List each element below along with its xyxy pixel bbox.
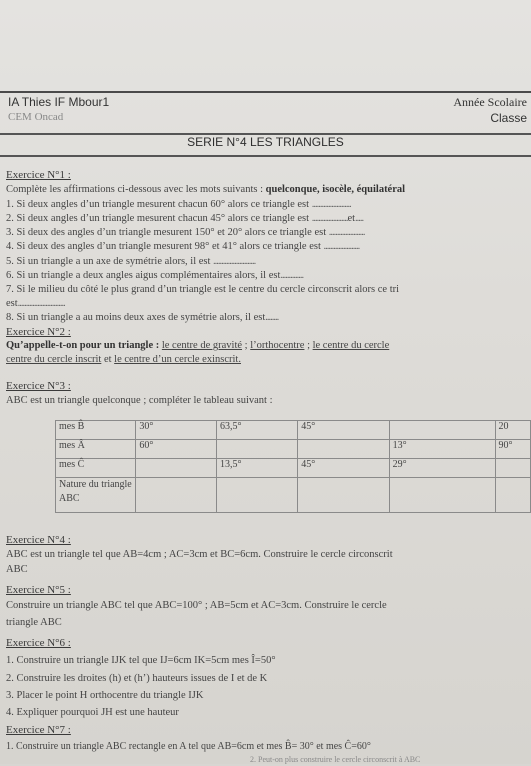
table-cell <box>216 478 297 513</box>
ex6-item-2: 2. Construire les droites (h) et (h’) hauteurs issues de I et de K <box>6 673 268 684</box>
table-cell: 29° <box>389 459 495 478</box>
table-cell <box>136 459 217 478</box>
ex6-item-4: 4. Expliquer pourquoi JH est une hauteur <box>6 707 179 718</box>
ex4-line-2: ABC <box>6 564 28 575</box>
ex1-item-5: 5. Si un triangle a un axe de symétrie alors, il est .......................... <box>6 256 256 267</box>
ex7-title: Exercice N°7 : <box>6 724 71 736</box>
ex7-line-1: 1. Construire un triangle ABC rectangle en A tel que AB=6cm et mes B̂= 30° et mes Ĉ=60° <box>6 741 371 752</box>
ex2-line-1: Qu’appelle-t-on pour un triangle : le centre de gravité ; l’orthocentre ; le centre du cercle <box>6 340 390 351</box>
ex1-item-7: 7. Si le milieu du côté le plus grand d’un triangle est le centre du cercle circonscrit alors ce tri <box>6 284 400 295</box>
table-cell: 60° <box>136 440 217 459</box>
ex2-line-2: centre du cercle inscrit et le centre d’un cercle exinscrit. <box>6 354 241 365</box>
ex6-title: Exercice N°6 : <box>6 637 71 649</box>
table-cell: mes B̂ <box>56 421 136 440</box>
table-cell: 13,5° <box>216 459 297 478</box>
table-row <box>56 478 531 513</box>
ex1-intro: Complète les affirmations ci-dessous avec les mots suivants : quelconque, isocèle, équilatéral <box>6 184 406 195</box>
ex1-title: Exercice N°1 : <box>6 169 71 181</box>
header-rule <box>0 91 531 93</box>
ex1-item-8: 8. Si un triangle a au moins deux axes de symétrie alors, il est........ <box>6 312 279 323</box>
table-cell: mes Ĉ <box>56 459 136 478</box>
table-row <box>56 421 531 440</box>
ex4-title: Exercice N°4 : <box>6 534 71 546</box>
table-cell <box>495 459 530 478</box>
header-school-year: Année Scolaire <box>453 95 527 109</box>
ex5-title: Exercice N°5 : <box>6 584 71 596</box>
ex2-title: Exercice N°2 : <box>6 326 71 338</box>
table-cell: mes Â <box>56 440 136 459</box>
table-cell <box>216 440 297 459</box>
table-cell: 45° <box>298 459 389 478</box>
ex4-line-1: ABC est un triangle tel que AB=4cm ; AC=3cm et BC=6cm. Construire le cercle circonscrit <box>6 549 393 560</box>
table-cell <box>495 478 530 513</box>
ex5-line-2: triangle ABC <box>6 617 62 628</box>
ex6-item-1: 1. Construire un triangle IJK tel que IJ=6cm IK=5cm mes Î=50° <box>6 655 276 666</box>
ex6-item-3: 3. Placer le point H orthocentre du triangle IJK <box>6 690 204 701</box>
ex1-item-1: 1. Si deux angles d’un triangle mesurent chacun 60° alors ce triangle est ........................ <box>6 199 351 210</box>
table-cell <box>136 478 217 513</box>
table-row <box>56 459 531 478</box>
series-title: SERIE N°4 LES TRIANGLES <box>187 135 344 149</box>
table-cell: 63,5° <box>216 421 297 440</box>
ex1-item-4: 4. Si deux des angles d’un triangle mesurent 98° et 41° alors ce triangle est ...................... <box>6 241 360 252</box>
header-academy: IA Thies IF Mbour1 <box>8 95 110 109</box>
table-cell: 30° <box>136 421 217 440</box>
header-class: Classe <box>490 111 527 125</box>
table-cell <box>298 440 389 459</box>
ex3-title: Exercice N°3 : <box>6 380 71 392</box>
table-cell <box>389 478 495 513</box>
table-cell: 20 <box>495 421 530 440</box>
ex1-item-6: 6. Si un triangle a deux angles aigus complémentaires alors, il est.............. <box>6 270 304 281</box>
table-cell: 45° <box>298 421 389 440</box>
table-cell: 90° <box>495 440 530 459</box>
ex5-line-1: Construire un triangle ABC tel que ABC=100° ; AB=5cm et AC=3cm. Construire le cercle <box>6 600 387 611</box>
ex7-line-2: 2. Peut-on plus construire le cercle circonscrit à ABC <box>250 755 421 764</box>
header-school: CEM Oncad <box>8 111 64 123</box>
table-cell <box>298 478 389 513</box>
ex1-item-7-cont: est............................. <box>6 298 65 309</box>
angles-table <box>55 420 531 513</box>
ex3-intro: ABC est un triangle quelconque ; compléter le tableau suivant : <box>6 395 273 406</box>
table-cell: Nature du triangle ABC <box>56 478 136 513</box>
table-cell <box>389 421 495 440</box>
table-row <box>56 440 531 459</box>
ex1-item-3: 3. Si deux des angles d’un triangle mesurent 150° et 20° alors ce triangle est ...................... <box>6 227 365 238</box>
table-cell: 13° <box>389 440 495 459</box>
ex1-item-2: 2. Si deux angles d’un triangle mesurent chacun 45° alors ce triangle est ......................et..... <box>6 213 364 224</box>
